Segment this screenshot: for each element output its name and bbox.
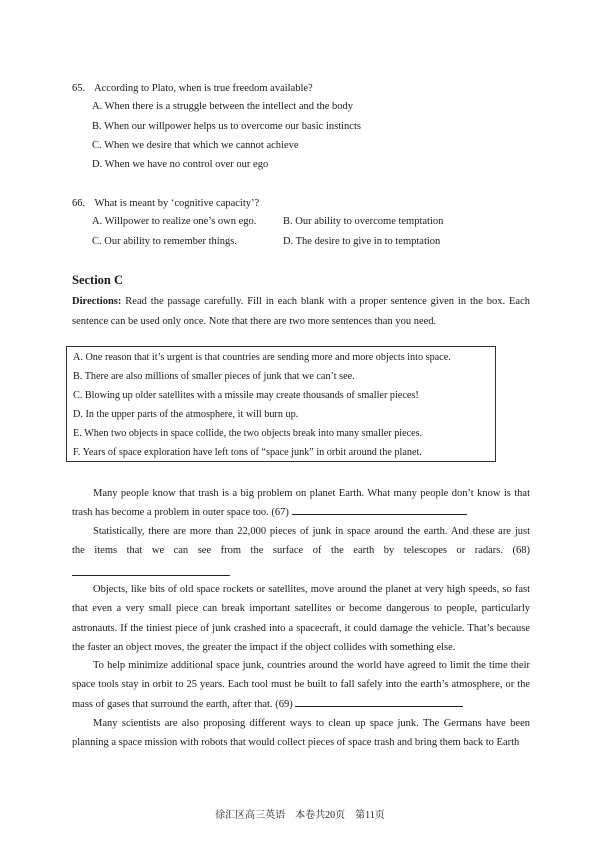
box-option-b: B. There are also millions of smaller pieces of junk that we can’t see. <box>73 371 355 382</box>
box-option-a: A. One reason that it’s urgent is that countries are sending more and more objects into space. <box>73 352 451 363</box>
question-65-stem <box>72 82 313 96</box>
question-66-stem <box>72 197 259 211</box>
q66-option-b: B. Our ability to overcome temptation <box>283 216 444 227</box>
q65-option-b: B. When our willpower helps us to overcome our basic instincts <box>92 121 361 132</box>
q65-option-c: C. When we desire that which we cannot achieve <box>92 140 299 151</box>
blank-69[interactable] <box>295 695 463 707</box>
question-text: According to Plato, when is true freedom available? <box>94 83 313 94</box>
paragraph-text: To help minimize additional space junk, countries around the world have agreed to limit the time their space tools stay in orbit to 25 years. Each tool must be built to fall safely into the earth’s atmosphere, or the mass of gases that surround the earth, after that. (69) <box>72 660 530 710</box>
passage-paragraph-5: Many scientists are also proposing different ways to clean up space junk. The Germans have been planning a space mission with robots that would collect pieces of space trash and bring them back to Earth <box>72 718 530 749</box>
question-number: 66. <box>72 198 86 209</box>
sentence-option-box <box>66 346 496 462</box>
passage-paragraph-3: Objects, like bits of old space rockets or satellites, move around the planet at very high speeds, so fast that even a very small piece can break important satellites or become dangerous to people, particularly astronauts. If the tiniest piece of junk crashed into a spacecraft, it could damage the vehicle. That’s because the faster an object moves, the greater the impact if the object collides with something else. <box>72 584 530 653</box>
blank-67[interactable] <box>292 503 467 515</box>
q65-option-a: A. When there is a struggle between the intellect and the body <box>92 101 354 112</box>
paragraph-text: Many people know that trash is a big problem on planet Earth. What many people don’t know is that trash has become a problem in outer space too. (67) <box>72 488 530 519</box>
q65-option-d: D. When we have no control over our ego <box>92 159 269 170</box>
page-footer: 徐汇区高三英语 本卷共20页 第11页 <box>215 810 385 821</box>
blank-68[interactable] <box>72 575 230 576</box>
directions-text: Read the passage carefully. Fill in each blank with a proper sentence given in the box. Each sentence can be used only once. Note that there are two more sentences than you need. <box>72 296 530 327</box>
section-title: Section C <box>72 273 124 287</box>
q66-option-c: C. Our ability to remember things. <box>92 236 237 247</box>
passage-paragraph-1 <box>72 484 530 523</box>
box-option-e: E. When two objects in space collide, the two objects break into many smaller pieces. <box>73 428 423 439</box>
box-option-c: C. Blowing up older satellites with a missile may create thousands of smaller pieces! <box>73 390 419 401</box>
box-option-f: F. Years of space exploration have left tons of “space junk” in orbit around the planet. <box>73 447 422 458</box>
q66-option-a: A. Willpower to realize one’s own ego. <box>92 216 257 227</box>
directions-label: Directions: <box>72 296 122 307</box>
question-text: What is meant by ‘cognitive capacity’? <box>94 198 260 209</box>
box-option-d: D. In the upper parts of the atmosphere, it will burn up. <box>73 409 299 420</box>
passage-paragraph-2-line-2: the items that we can see from the surface of the earth by telescopes or radars. (68) <box>72 545 530 556</box>
passage-paragraph-2-line-1: Statistically, there are more than 22,000 pieces of junk in space around the earth. And these are just <box>93 526 530 537</box>
q66-option-d: D. The desire to give in to temptation <box>283 236 441 247</box>
directions <box>72 292 530 332</box>
question-number: 65. <box>72 83 86 94</box>
passage-paragraph-4 <box>72 656 530 714</box>
